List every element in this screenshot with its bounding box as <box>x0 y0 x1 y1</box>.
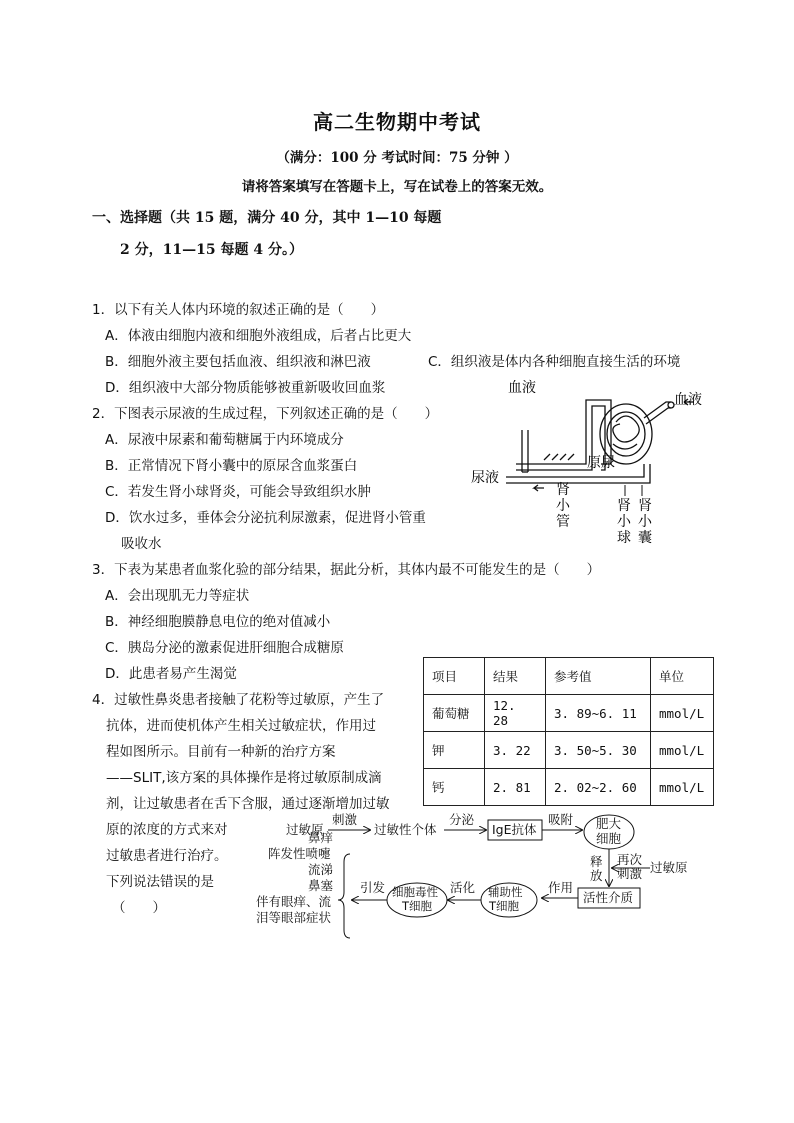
q4-line-3: 程如图所示。目前有一种新的治疗方案 <box>106 744 336 760</box>
flow-helper-1: 辅助性 <box>488 885 523 899</box>
flow-act: 作用 <box>548 880 574 895</box>
q3-option-b: B．神经细胞膜静息电位的绝对值减小 <box>105 614 331 630</box>
fig-label-urine: 尿液 <box>471 470 499 486</box>
table-cell: 2. 02~2. 60 <box>546 769 651 806</box>
table-cell: 3. 50~5. 30 <box>546 732 651 769</box>
table-header: 参考值 <box>546 658 651 695</box>
symptom-3: 流涕 <box>308 862 334 877</box>
table-row <box>424 732 714 769</box>
flow-individual: 过敏性个体 <box>374 822 437 837</box>
table-cell: 12. 28 <box>485 695 546 732</box>
fig-label-primary-urine: 原尿 <box>587 455 615 471</box>
flow-trigger: 引发 <box>360 880 386 895</box>
table-header: 项目 <box>424 658 485 695</box>
fig-label-glomerulus-3: 球 <box>617 530 631 546</box>
section-heading: 一、选择题（共 15 题，满分 40 分，其中 1—10 每题 <box>92 210 442 226</box>
answer-notice: 请将答案填写在答题卡上，写在试卷上的答案无效。 <box>241 179 553 195</box>
fig-label-capsule-2: 小 <box>638 514 652 530</box>
symptom-4: 鼻塞 <box>308 878 334 893</box>
symptom-5: 伴有眼痒、流 <box>256 894 332 909</box>
flow-cytotoxic-1: 细胞毒性 <box>392 885 438 899</box>
table-cell: 钾 <box>424 732 485 769</box>
table-row <box>424 695 714 732</box>
q2-option-c: C．若发生肾小球肾炎，可能会导致组织水肿 <box>105 484 371 500</box>
symptom-6: 泪等眼部症状 <box>256 910 332 925</box>
flow-cytotoxic-2: T细胞 <box>402 899 433 913</box>
fig-label-blood-right: 血液 <box>674 392 702 408</box>
q3-stem: 3．下表为某患者血浆化验的部分结果，据此分析，其体内最不可能发生的是（ ） <box>92 562 601 578</box>
fig-label-tubule-3: 管 <box>556 514 570 530</box>
allergy-flow-diagram <box>252 812 698 947</box>
flow-release-1: 释 <box>590 854 603 869</box>
q3-option-c: C．胰岛分泌的激素促进肝细胞合成糖原 <box>105 640 344 656</box>
q4-line-7: 过敏患者进行治疗。 <box>106 848 228 864</box>
fig-label-tubule-2: 小 <box>556 498 570 514</box>
section-heading-cont: 2 分，11—15 每题 4 分。） <box>120 242 303 258</box>
fig-label-blood-left: 血液 <box>508 380 536 396</box>
flow-ige: IgE抗体 <box>492 822 537 837</box>
table-cell: mmol/L <box>651 769 714 806</box>
q4-line-2: 抗体，进而使机体产生相关过敏症状，作用过 <box>106 718 376 734</box>
nephron-diagram <box>466 372 716 547</box>
table-cell: 2. 81 <box>485 769 546 806</box>
flow-again-2: 刺激 <box>617 866 643 881</box>
q4-line-5: 剂，让过敏患者在舌下含服，通过逐渐增加过敏 <box>106 796 390 812</box>
q4-line-8: 下列说法错误的是 <box>106 874 214 890</box>
table-cell: mmol/L <box>651 695 714 732</box>
table-cell: 3. 22 <box>485 732 546 769</box>
flow-helper-2: T细胞 <box>489 899 520 913</box>
table-cell: mmol/L <box>651 732 714 769</box>
flow-adsorb: 吸附 <box>548 812 574 827</box>
table-row <box>424 769 714 806</box>
fig-label-tubule-1: 肾 <box>556 482 570 498</box>
q1-stem: 1．以下有关人体内环境的叙述正确的是（ ） <box>92 302 385 318</box>
q4-line-6: 原的浓度的方式来对 <box>106 822 228 838</box>
left-vessel <box>522 430 528 472</box>
symptom-2: 阵发性喷嚏 <box>268 846 331 861</box>
q4-line-1: 4．过敏性鼻炎患者接触了花粉等过敏原，产生了 <box>92 692 385 708</box>
q3-option-a: A．会出现肌无力等症状 <box>105 588 250 604</box>
q2-stem: 2．下图表示尿液的生成过程，下列叙述正确的是（ ） <box>92 406 439 422</box>
flow-secrete: 分泌 <box>449 812 475 827</box>
lab-results-table <box>423 657 714 806</box>
table-header: 结果 <box>485 658 546 695</box>
flow-allergen: 过敏原 <box>286 822 324 837</box>
q1-option-d: D．组织液中大部分物质能够被重新吸收回血浆 <box>105 380 386 396</box>
flow-mediator: 活性介质 <box>583 890 634 905</box>
q3-option-d: D．此患者易产生渴觉 <box>105 666 237 682</box>
fig-label-glomerulus-2: 小 <box>617 514 631 530</box>
fig-label-capsule-3: 囊 <box>638 530 652 546</box>
flow-mast-2: 细胞 <box>596 831 622 846</box>
q2-option-b: B．正常情况下肾小囊中的原尿含血浆蛋白 <box>105 458 358 474</box>
q4-line-9: （ ） <box>112 900 166 916</box>
q2-option-d-cont: 吸收水 <box>121 536 162 552</box>
q2-option-d: D．饮水过多，垂体会分泌抗利尿激素，促进肾小管重 <box>105 510 426 526</box>
table-header: 单位 <box>651 658 714 695</box>
q4-line-4: ——SLIT,该方案的具体操作是将过敏原制成滴 <box>106 770 382 786</box>
exam-info: （满分：100 分 考试时间：75 分钟 ） <box>276 150 518 166</box>
flow-again-1: 再次 <box>617 852 643 867</box>
fig-label-glomerulus-1: 肾 <box>617 498 631 514</box>
table-cell: 钙 <box>424 769 485 806</box>
symptom-1: 鼻痒 <box>308 830 334 845</box>
flow-release-2: 放 <box>590 868 603 883</box>
q1-option-a: A．体液由细胞内液和细胞外液组成，后者占比更大 <box>105 328 412 344</box>
q2-option-a: A．尿液中尿素和葡萄糖属于内环境成分 <box>105 432 344 448</box>
fig-label-capsule-1: 肾 <box>638 498 652 514</box>
page-title: 高二生物期中考试 <box>313 110 481 134</box>
q1-option-c: C．组织液是体内各种细胞直接生活的环境 <box>428 354 681 370</box>
flow-allergen-2: 过敏原 <box>650 860 688 875</box>
table-cell: 3. 89~6. 11 <box>546 695 651 732</box>
flow-mast-1: 肥大 <box>596 816 622 831</box>
table-cell: 葡萄糖 <box>424 695 485 732</box>
q1-option-b: B．细胞外液主要包括血液、组织液和淋巴液 <box>105 354 371 370</box>
flow-stimulate: 刺激 <box>332 812 358 827</box>
flow-activate: 活化 <box>450 880 476 895</box>
table-header-row <box>424 658 714 695</box>
